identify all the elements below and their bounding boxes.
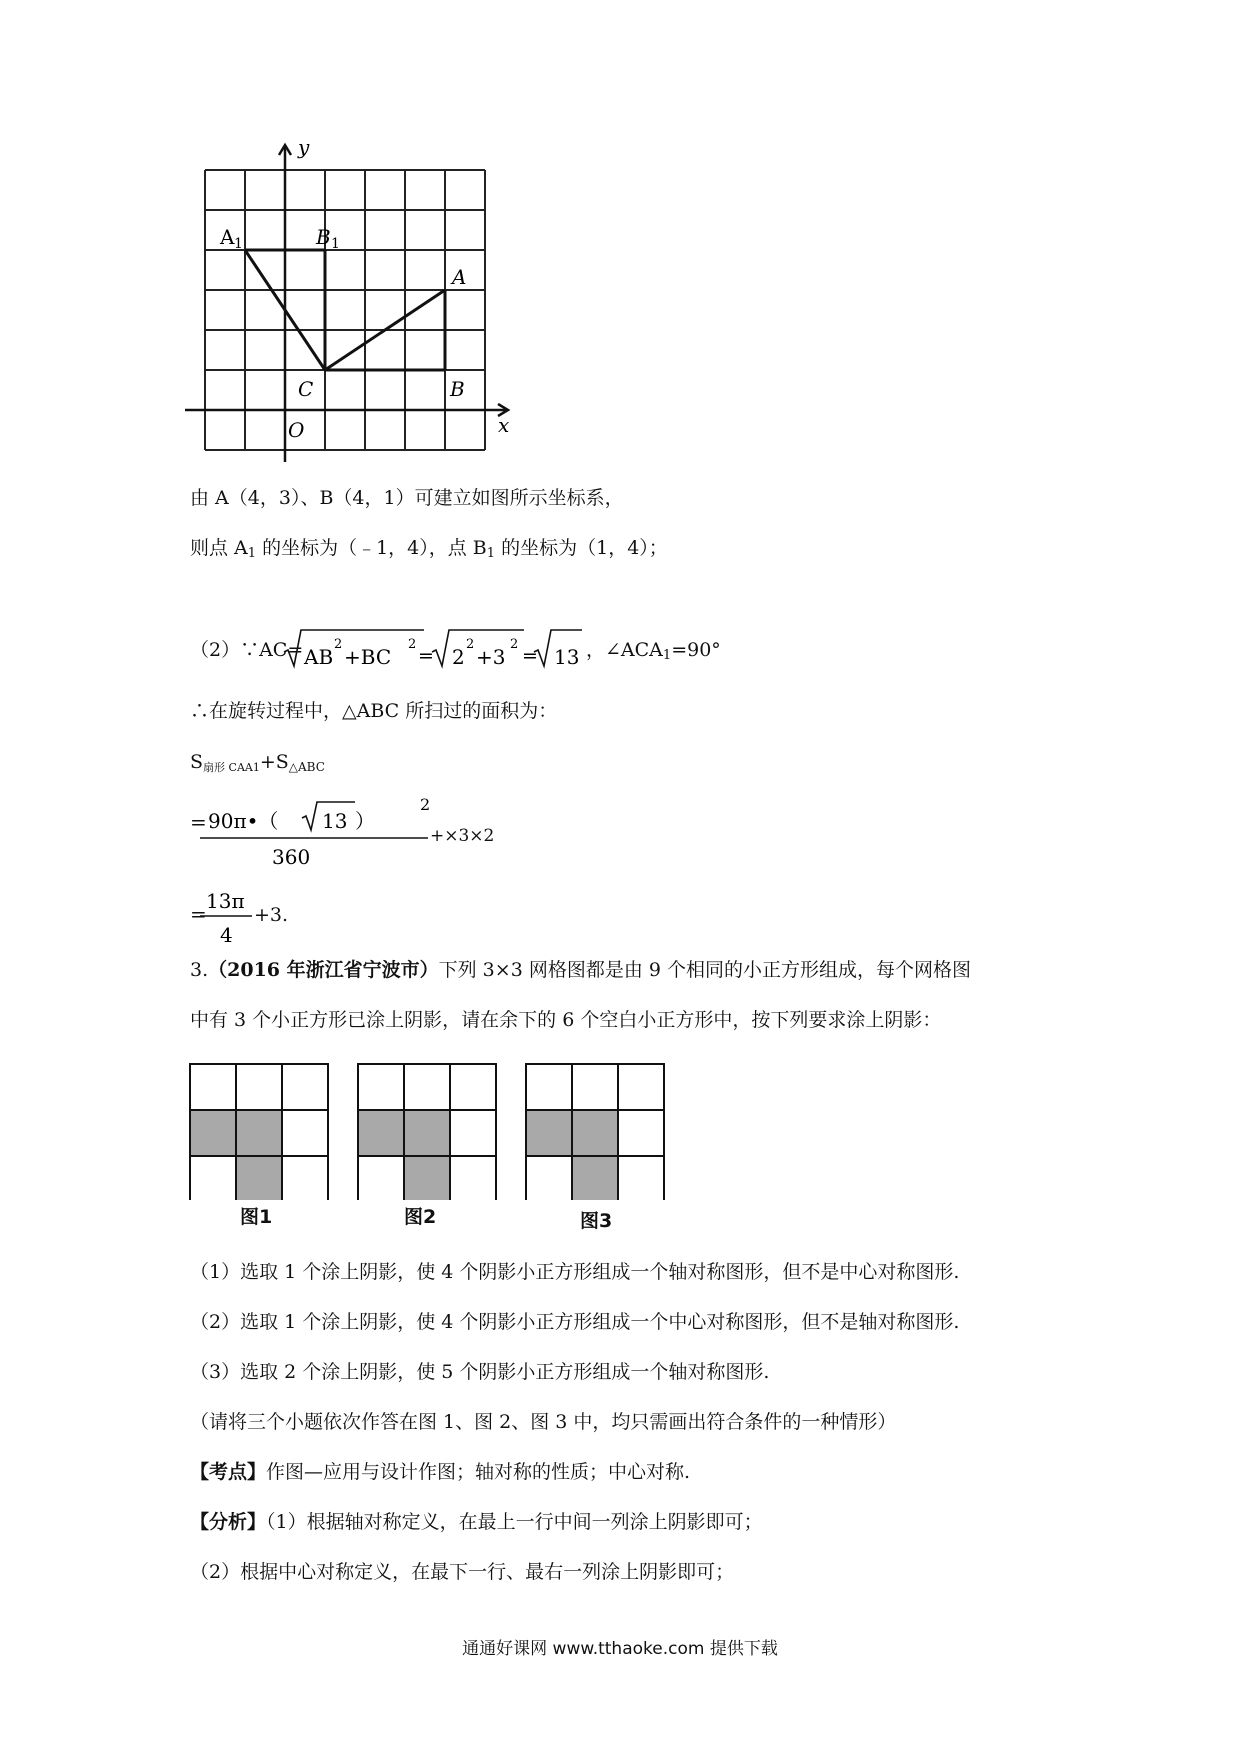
grid-lines <box>205 170 485 450</box>
frac2-num: 13π <box>206 889 245 913</box>
point-a1-sub: 1 <box>234 236 243 252</box>
coordinate-figure <box>180 140 520 470</box>
fenxi-line2: （2）根据中心对称定义，在最下一行、最右一列涂上阴影即可； <box>190 1561 735 1583</box>
solution1-line1: 由 A（4，3）、B（4，1）可建立如图所示坐标系， <box>190 487 624 509</box>
sol2-prefix: （2）∵AC= <box>190 639 304 661</box>
point-b1-label: B <box>316 225 331 249</box>
point-a-label: A <box>452 265 467 289</box>
sq-1: 2 <box>334 637 343 652</box>
point-b1-sub: 1 <box>331 236 340 252</box>
point-a1-label: A <box>220 225 235 249</box>
y-axis-label: y <box>298 140 310 159</box>
s-sub2: △ABC <box>288 760 325 774</box>
eq1-text: = <box>418 645 434 667</box>
frac1-num-b: ） <box>355 809 375 833</box>
s-sub1: 扇形 CAA1 <box>203 761 260 774</box>
problem3-number: 3. <box>190 959 209 981</box>
rad1-text: AB <box>304 645 334 669</box>
kaodian-line <box>190 1458 690 1486</box>
sol1-line2-sub1: 1 <box>247 546 257 561</box>
frac1-tail: +×3×2 <box>430 826 495 846</box>
rad2-text: 2 <box>452 645 465 669</box>
fraction-1 <box>200 790 460 890</box>
problem3-text1: 下列 3×3 网格图都是由 9 个相同的小正方形组成，每个网格图 <box>438 959 971 981</box>
problem3-line1 <box>190 956 971 984</box>
caption-fig2: 图2 <box>404 1206 437 1228</box>
caption-fig1: 图1 <box>240 1206 273 1228</box>
frac2-den: 4 <box>220 923 233 947</box>
fenxi-tag: 【分析】 <box>190 1511 267 1533</box>
grid-fig2 <box>358 1064 496 1200</box>
angle-val: =90° <box>671 639 721 661</box>
grid-fig3 <box>526 1064 664 1200</box>
question-1: （1）选取 1 个涂上阴影，使 4 个阴影小正方形组成一个轴对称图形，但不是中心对称图形. <box>190 1261 960 1283</box>
solution2-line2: ∴在旋转过程中，△ABC 所扫过的面积为： <box>190 700 558 722</box>
fraction-2 <box>200 880 260 950</box>
solution1-line2 <box>190 534 668 568</box>
x-axis-label: x <box>498 413 510 437</box>
plus1-text: +BC <box>344 645 392 669</box>
plus2-text: +3 <box>476 645 506 669</box>
caption-fig3: 图3 <box>580 1210 613 1232</box>
sq-3: 2 <box>466 637 475 652</box>
radicals <box>282 626 582 672</box>
page-footer: 通通好课网 www.tthaoke.com 提供下载 <box>462 1639 778 1659</box>
eq-sign-2: = <box>190 902 207 926</box>
kaodian-text: 作图—应用与设计作图；轴对称的性质；中心对称. <box>266 1461 691 1483</box>
origin-label: O <box>288 418 305 442</box>
note: （请将三个小题依次作答在图 1、图 2、图 3 中，均只需画出符合条件的一种情形） <box>190 1411 897 1433</box>
eq-sign-1: = <box>190 810 207 834</box>
kaodian-tag: 【考点】 <box>190 1461 267 1483</box>
s-plus: +S <box>259 751 289 773</box>
grid-figures <box>188 1060 668 1200</box>
frac1-den: 360 <box>272 845 311 869</box>
rad3-text: 13 <box>554 645 580 669</box>
question-3: （3）选取 2 个涂上阴影，使 5 个阴影小正方形组成一个轴对称图形. <box>190 1361 770 1383</box>
frac1-num-rad: 13 <box>322 809 348 833</box>
frac2-tail: +3. <box>254 904 289 926</box>
angle-text <box>586 636 721 670</box>
axes <box>185 145 508 462</box>
fenxi-text1: （1）根据轴对称定义，在最上一行中间一列涂上阴影即可； <box>266 1511 763 1533</box>
point-b-label: B <box>450 377 465 401</box>
sq-2: 2 <box>408 637 417 652</box>
fenxi-line <box>190 1508 763 1536</box>
grid-fig1 <box>190 1064 328 1200</box>
problem3-source: （2016 年浙江省宁波市） <box>208 959 439 981</box>
problem3-line2: 中有 3 个小正方形已涂上阴影，请在余下的 6 个空白小正方形中，按下列要求涂上阴影： <box>190 1009 942 1031</box>
s-label: S <box>190 751 204 773</box>
angle-sub: 1 <box>662 648 672 663</box>
point-c-label: C <box>298 377 314 401</box>
sol1-line2-sub2: 1 <box>486 546 496 561</box>
frac1-num-a: 90π•（ <box>208 809 279 833</box>
frac1-num-sq: 2 <box>420 795 431 814</box>
area-expression <box>190 748 325 782</box>
triangles <box>245 250 445 370</box>
sol1-line2-c: 的坐标为（1，4）； <box>495 537 668 559</box>
sq-4: 2 <box>510 637 519 652</box>
sol1-line2-a: 则点 A <box>190 537 248 559</box>
question-2: （2）选取 1 个涂上阴影，使 4 个阴影小正方形组成一个中心对称图形，但不是轴对称图形. <box>190 1311 960 1333</box>
sol1-line2-b: 的坐标为（﹣1，4），点 B <box>256 537 487 559</box>
angle-a: ，∠ACA <box>586 639 663 661</box>
eq2-text: = <box>522 645 538 667</box>
